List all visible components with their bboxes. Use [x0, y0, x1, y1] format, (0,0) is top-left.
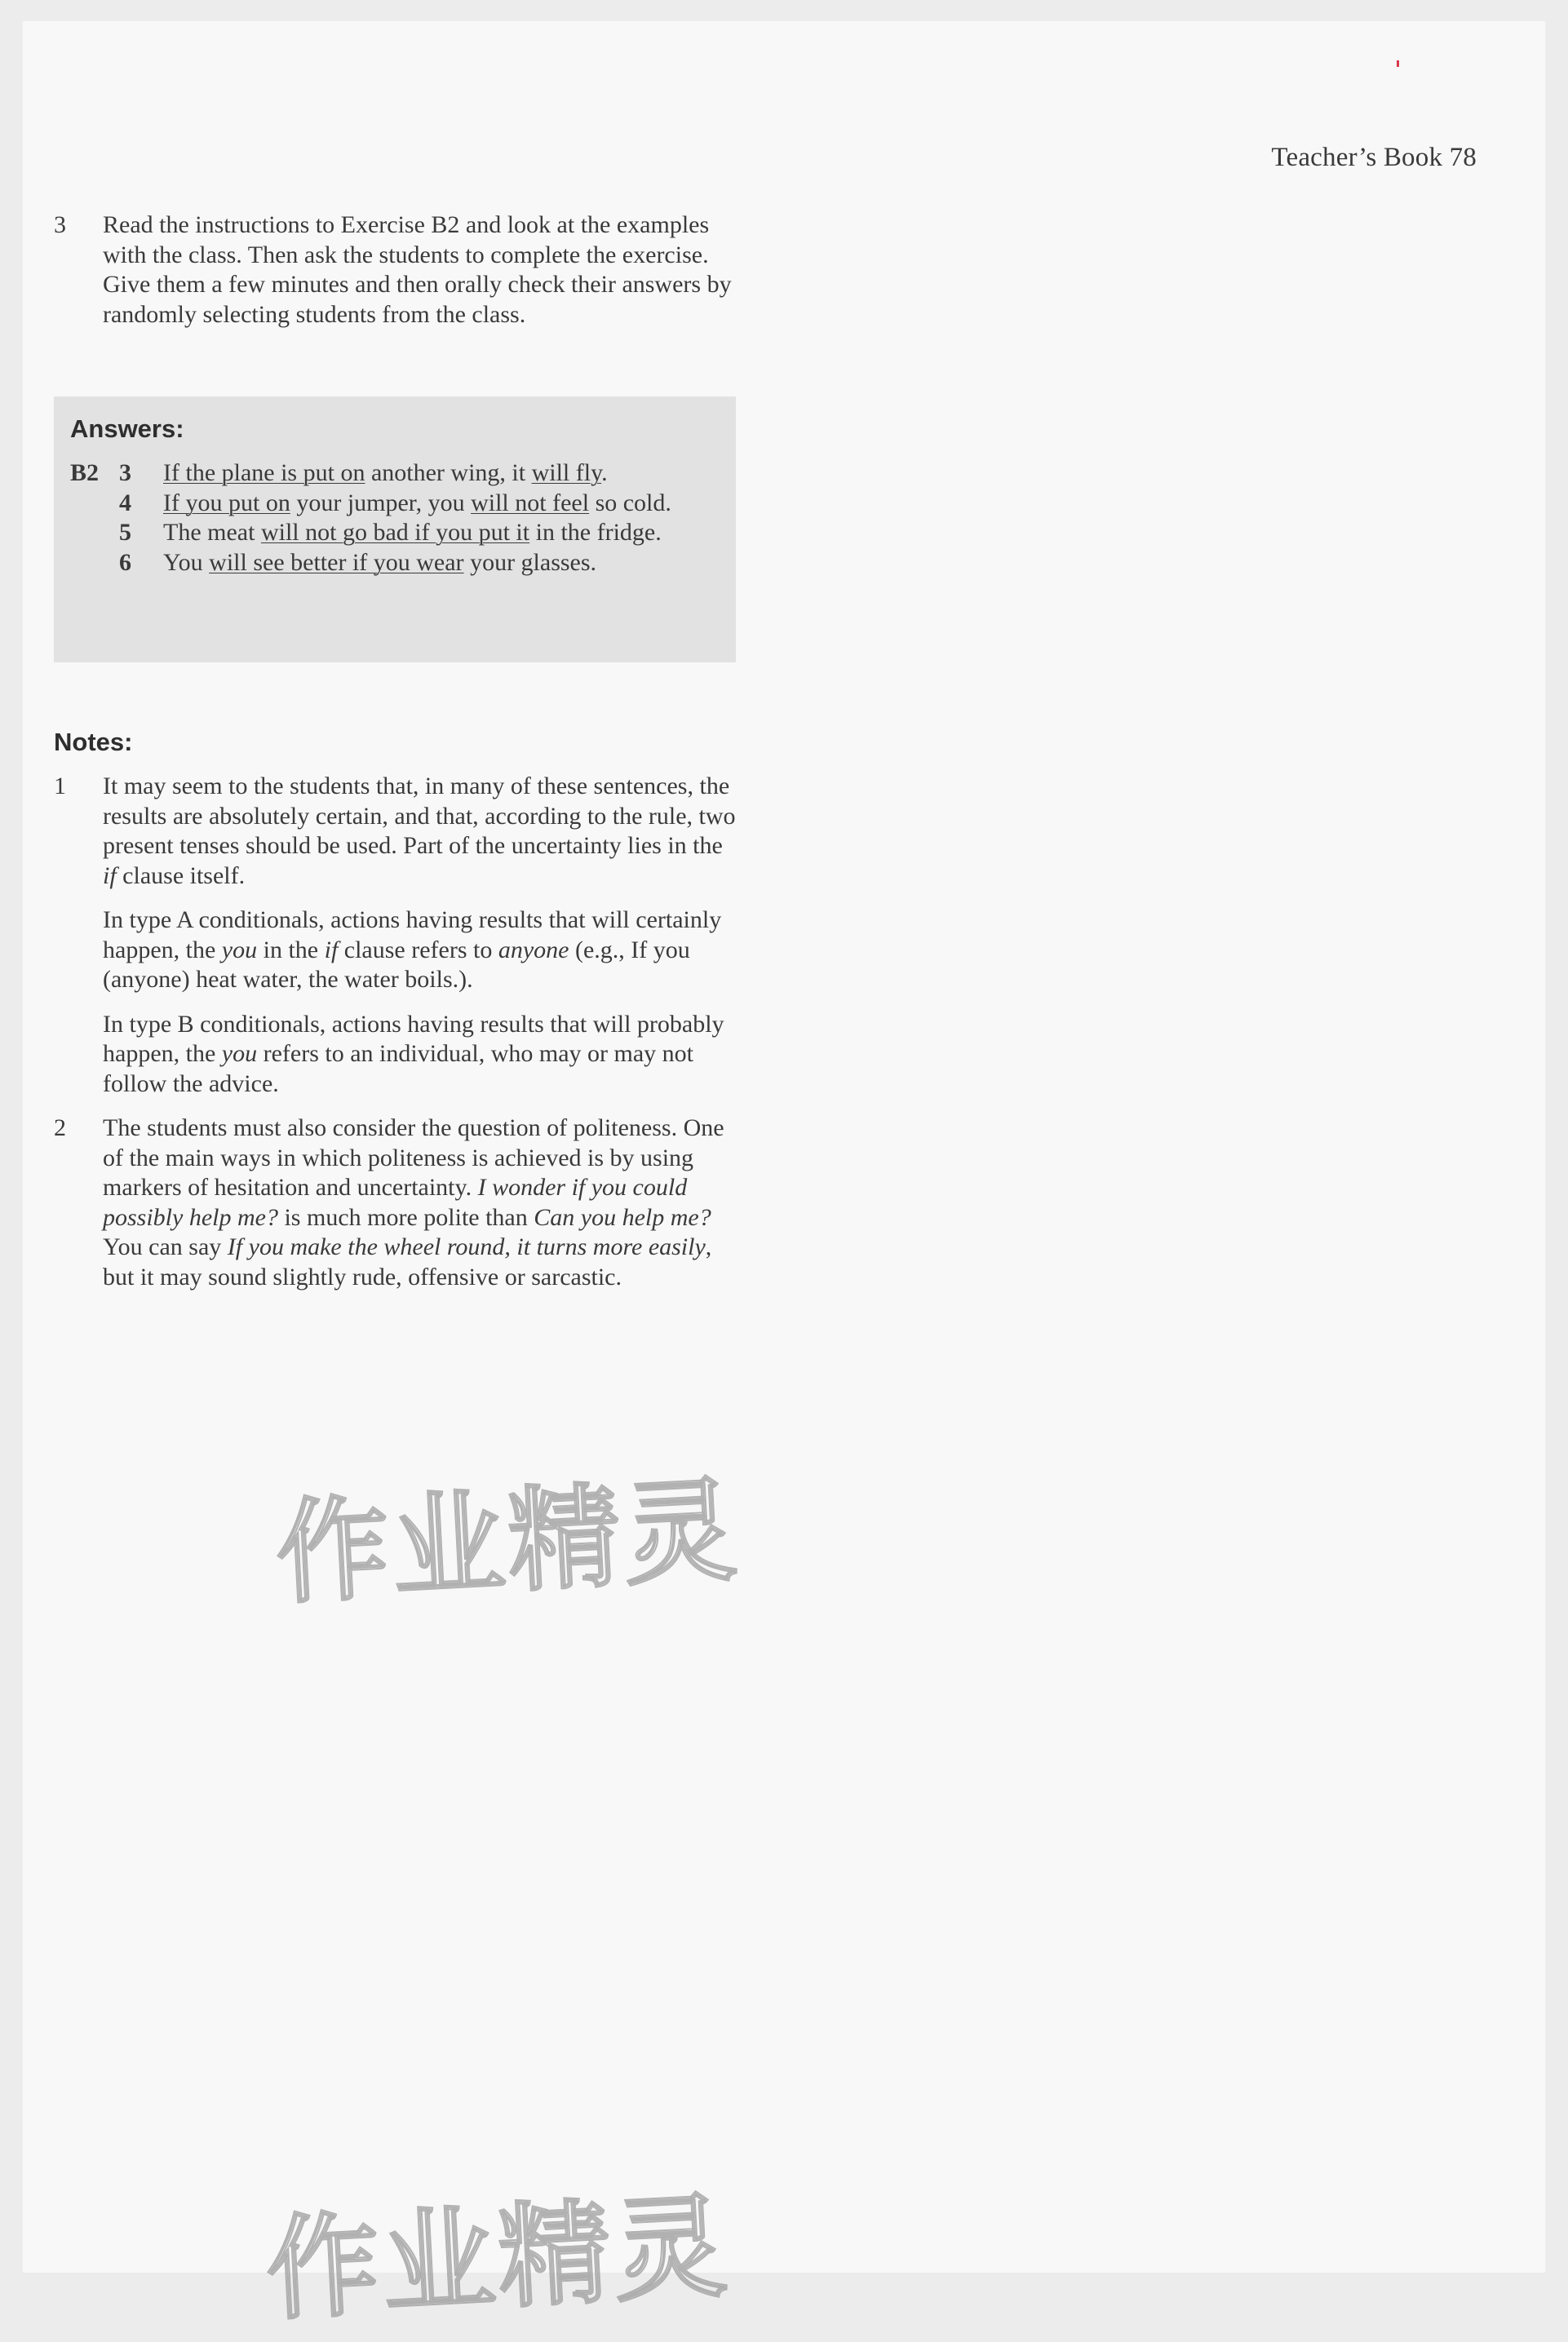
note-paragraph: In type B conditionals, actions having results that will probably happen, the you refers to an individual, who may or may not follow the advice. — [103, 1010, 724, 1097]
watermark-bottom: 作业精灵 — [263, 2180, 733, 2336]
red-ink-mark — [1397, 60, 1399, 67]
notes-heading: Notes: — [54, 728, 133, 756]
answer-row — [70, 458, 723, 489]
answers-heading: Answers: — [70, 414, 184, 443]
answer-row — [70, 548, 723, 578]
note-number: 1 — [54, 773, 66, 799]
note-paragraph: It may seem to the students that, in many of these sentences, the results are absolutely certain, and that, according to the rule, two present tenses should be used. Part of the uncertainty lies in the if clause itself. — [103, 773, 736, 889]
page-header: Teacher’s Book 78 — [1271, 143, 1477, 172]
notes-list — [54, 772, 739, 1292]
answer-text: The meat will not go bad if you put it in the fridge. — [163, 519, 662, 546]
answer-text: If the plane is put on another wing, it will fly. — [163, 459, 608, 486]
answers-list — [70, 458, 723, 578]
note-number: 2 — [54, 1114, 66, 1141]
answers-box — [54, 396, 736, 662]
answer-text: If you put on your jumper, you will not feel so cold. — [163, 489, 671, 516]
note-paragraph: The students must also consider the question of politeness. One of the main ways in which politeness is achieved is by using markers of hesitation and uncertainty. I wonder if you could possibly help me? is much more polite than Can you help me? You can say If you make the wheel round, it turns more easily, but it may sound slightly rude, offensive or sarcastic. — [103, 1114, 724, 1291]
exercise-label: B2 — [70, 459, 100, 486]
answer-number: 6 — [119, 548, 131, 576]
instruction-text: Read the instructions to Exercise B2 and look at the examples with the class. Then ask the students to complete the exercise. Give them a few minutes and then orally check their answers by randomly selecting students from the class. — [103, 211, 732, 328]
answer-number: 4 — [119, 489, 131, 516]
answer-row — [70, 518, 723, 548]
note-item — [54, 1113, 739, 1292]
answer-number: 3 — [119, 459, 131, 486]
answer-text: You will see better if you wear your glasses. — [163, 548, 597, 576]
note-paragraph: In type A conditionals, actions having results that will certainly happen, the you in the if clause refers to anyone (e.g., If you (anyone) heat water, the water boils.). — [103, 906, 722, 993]
instruction-item — [54, 210, 739, 330]
answer-number: 5 — [119, 519, 131, 546]
note-item — [54, 772, 739, 1099]
watermark-top: 作业精灵 — [272, 1464, 743, 1620]
answer-row — [70, 489, 723, 519]
instruction-number: 3 — [54, 211, 66, 238]
exercise-instruction — [54, 210, 739, 330]
